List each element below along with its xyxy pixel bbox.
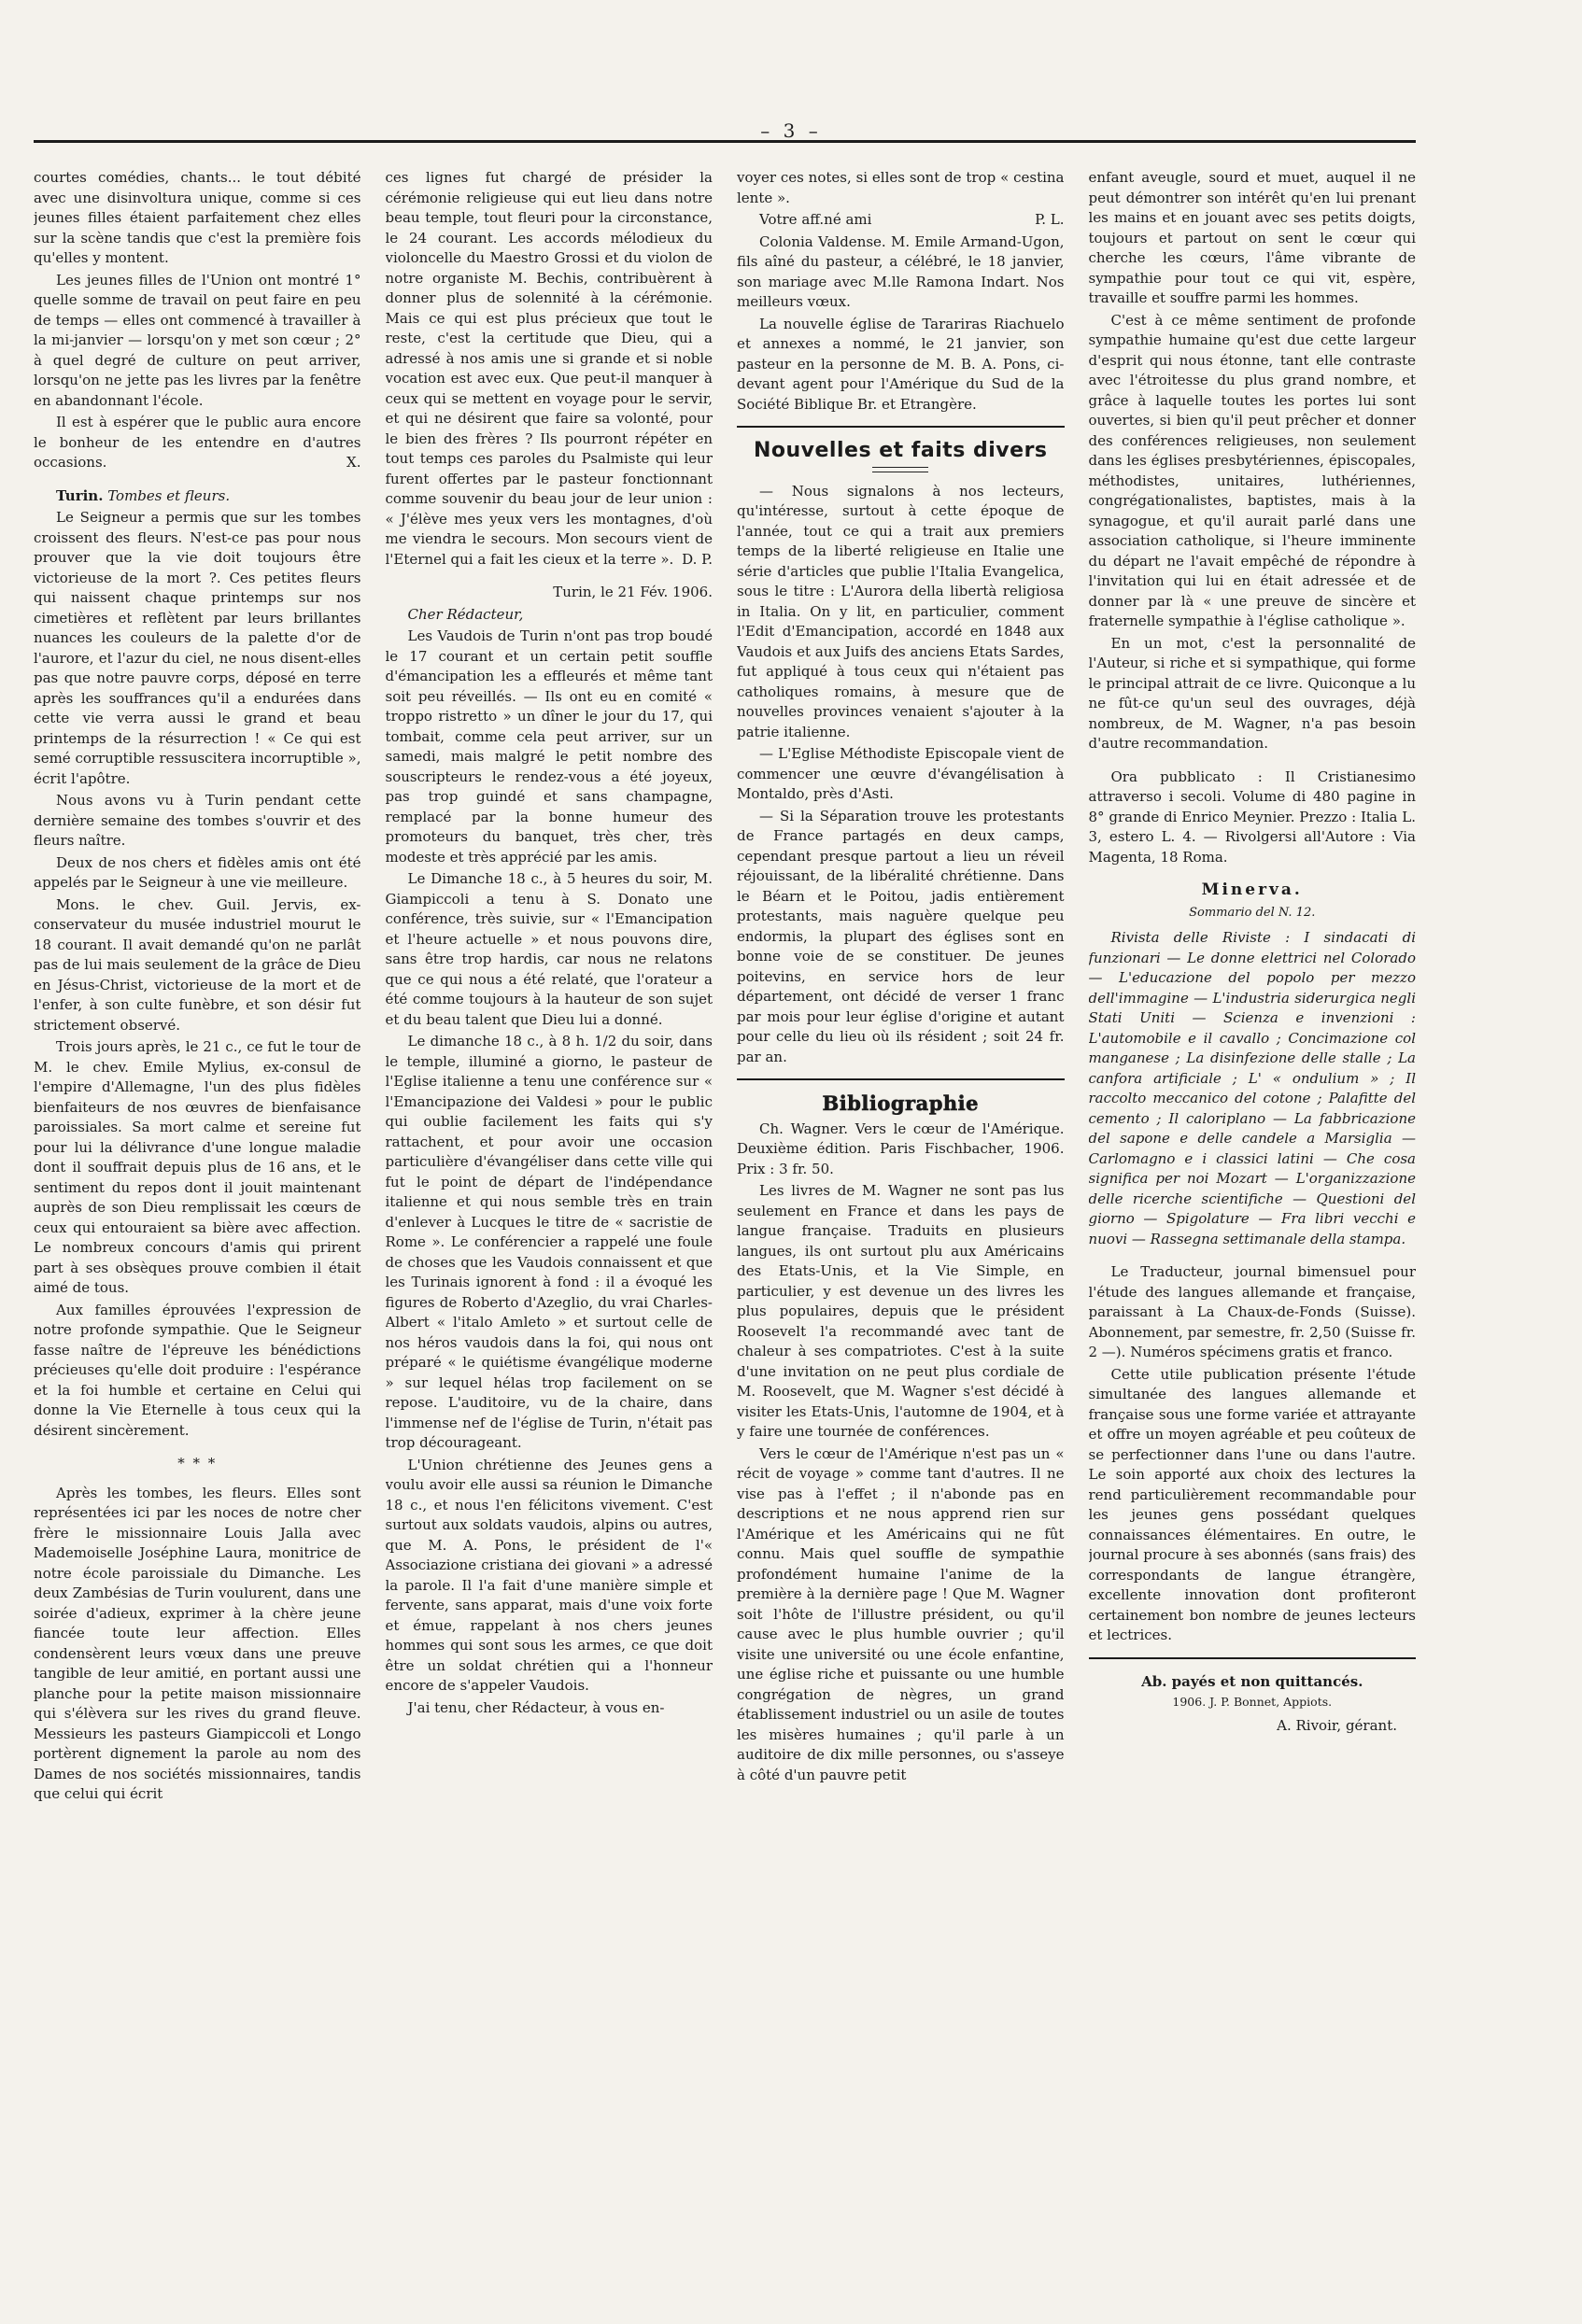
article-paragraph: Les Vaudois de Turin n'ont pas trop boudé le 17 courant et un certain petit souffle d'émancipation les a effleurés et même tant soit peu réveillés. — Ils ont eu en comité « troppo ristretto » un dîner le jour du 17, qui tombait, comme cela peut arriver, sur un samedi, mais malgré le petit nombre des souscripteurs le rendez-vous a été joyeux, pas trop guindé et sans champagne, remplacé par la bonne humeur des promoteurs du banquet, très cher, très modeste et très apprécié par les amis.	[385, 627, 713, 866]
article-paragraph: Colonia Valdense. M. Emile Armand-Ugon, fils aîné du pasteur, a célébré, le 18 janvier, son mariage avec M.lle Ramona Indart. Nos meilleurs vœux.	[737, 232, 1065, 310]
section-title-bibliographie: Bibliographie	[822, 1092, 980, 1115]
section-title-nouvelles: Nouvelles et faits divers	[753, 439, 1048, 462]
printer-line: 1906. J. P. Bonnet, Appiots.	[1172, 1695, 1333, 1709]
article-paragraph: Ch. Wagner. Vers le cœur de l'Amérique. Deuxième édition. Paris Fischbacher, 1906. Prix : 3 fr. 50.	[737, 1120, 1065, 1177]
article-paragraph: Rivista delle Riviste : I sindacati di funzionari — Le donne elettrici nel Colorado — L'educazione del popolo per mezzo dell'immagine — L'industria siderurgica negli Stati Uniti — Scienza e invenzioni : L'automobile e il cavallo ; Concimazione col manganese ; La disinfezione delle stalle ; La canfora artificiale ; L' « ondulium » ; Il raccolto meccanico del cotone ; Palafitte del cemento ; Il caloriplano — La fabbricazione del sapone e delle candele a Marsiglia — Carlomagno e i classici latini — Che cosa significa per noi Mozart — L'organizzazione delle ricerche scientifiche — Questioni del giorno — Spigolature — Fra libri vecchi e nuovi — Rassegna settimanale della stampa.	[1088, 929, 1416, 1247]
article-paragraph: Aux familles éprouvées l'expression de notre profonde sympathie. Que le Seigneur fasse naître de l'épreuve les bénédictions précieuses qu'elle doit produire : l'espérance et la foi humble et certaine en Celui qui donne la Vie Eternelle à tous ceux qui la désirent sincèrement.	[34, 1301, 361, 1439]
article-paragraph: C'est à ce même sentiment de profonde sympathie humaine qu'est due cette largeur d'esprit qui nous étonne, tant elle contraste avec l'étroitesse du plus grand nombre, et grâce à laquelle toutes les portes lui sont ouvertes, si bien qu'il peut prêcher et donner des conférences religieuses, non seulement dans les églises presbytériennes, épiscopales, méthodistes, unitaires, luthériennes, congrégationalistes, baptistes, mais à la synagogue, et qu'il aurait parlé dans une association catholique, si l'heure imminente du départ ne l'avait empêché de répondre à l'invitation qui lui en était adressée et de donner par là « une preuve de sincère et fraternelle sympathie à l'église catholique ».	[1088, 311, 1416, 629]
article-paragraph: Mons. le chev. Guil. Jervis, ex-conservateur du musée industriel mourut le 18 courant. Il avait demandé qu'on ne parlât pas de lui mais seulement de la grâce de Dieu en Jésus-Christ, victorieuse de la mort et de l'enfer, à son culte funèbre, et son désir fut strictement observé.	[34, 895, 361, 1034]
article-paragraph: voyer ces notes, si elles sont de trop « cestina lente ».	[737, 169, 1065, 206]
column-3	[737, 168, 1065, 2194]
article-paragraph: Deux de nos chers et fidèles amis ont été appelés par le Seigneur à une vie meilleure.	[34, 853, 361, 891]
asterism: * * *	[177, 1455, 218, 1472]
header-rule	[34, 140, 1416, 143]
article-paragraph: Nous avons vu à Turin pendant cette dernière semaine des tombes s'ouvrir et des fleurs naître.	[34, 792, 361, 849]
signature: D. P.	[682, 550, 713, 568]
footer-title: Ab. payés et non quittancés.	[1141, 1672, 1363, 1690]
article-paragraph: La nouvelle église de Tarariras Riachuelo et annexes a nommé, le 21 janvier, son pasteur en la personne de M. B. A. Pons, ci-devant agent pour l'Amérique du Sud de la Société Biblique Br. et Etrangère.	[737, 315, 1065, 413]
article-paragraph: J'ai tenu, cher Rédacteur, à vous en-	[407, 1698, 665, 1716]
article-paragraph: Le dimanche 18 c., à 8 h. 1/2 du soir, dans le temple, illuminé a giorno, le pasteur de l'Eglise italienne a tenu une conférence sur « l'Emancipazione dei Valdesi » pour le public qui oublie facilement les faits qui s'y rattachent, et pour avoir une occasion particulière d'évangéliser dans cette ville qui fut le point de départ de l'indépendance italienne et qui nous semble très en train d'enlever à Lucques le titre de « sacristie de Rome ». Le conférencier a rappelé une foule de choses que les Vaudois connaissent et que les Turinais ignorent à fond : il a évoqué les figures de Roberto d'Azeglio, du vrai Charles-Albert « l'italo Amleto » et surtout celle de nos héros vaudois dans la foi, qui nous ont préparé « le quiétisme évangélique moderne » sur lequel hélas trop facilement on se repose. L'auditoire, vu de la chaire, dans l'immense nef de l'église de Turin, n'était pas trop décourageant.	[385, 1033, 713, 1451]
article-paragraph: L'Union chrétienne des Jeunes gens a voulu avoir elle aussi sa réunion le Dimanche 18 c., et nous l'en félicitons vivement. C'est surtout aux soldats vaudois, alpins ou autres, que M. A. Pons, le président de l'« Associazione cristiana dei giovani » a adressé la parole. Il l'a fait d'une manière simple et fervente, sans apparat, mais d'une voix forte et émue, rappelant à nos chers jeunes hommes qui sont sous les armes, ce que doit être un soldat chrétien qui a l'honneur encore de s'appeler Vaudois.	[385, 1456, 713, 1694]
ornament-divider	[872, 467, 928, 472]
signature: X.	[346, 454, 361, 471]
column-2	[386, 168, 713, 2194]
article-paragraph: — L'Eglise Méthodiste Episcopale vient de commencer une œuvre d'évangélisation à Montaldo, près d'Asti.	[737, 745, 1065, 802]
article-paragraph: Cette utile publication présente l'étude simultanée des langues allemande et française sous une forme variée et attrayante et offre un moyen agréable et peu coûteux de se perfectionner dans l'une ou dans l'autre. Le soin apporté aux choix des lectures la rend particulièrement recommandable pour les jeunes gens possédant quelques connaissances élémentaires. En outre, le journal procure à ses abonnés (sans frais) des correspondants de langue étrangère, excellente innovation dont profiteront certainement bon nombre de jeunes lecteurs et lectrices.	[1088, 1365, 1416, 1643]
dateline: Turin, le 21 Fév. 1906.	[553, 584, 713, 600]
salutation: Cher Rédacteur,	[407, 605, 524, 623]
footer-notice	[1089, 1672, 1417, 1712]
article-paragraph: Les jeunes filles de l'Union ont montré 1° quelle somme de travail on peut faire en peu de temps — elles ont commencé à travailler à la mi-janvier — lorsqu'on y met son cœur ; 2° à quel degré de culture on peut arriver, lorsqu'on ne jette pas les livres par la fenêtre en abandonnant l'école.	[34, 271, 361, 409]
article-paragraph: — Si la Séparation trouve les protestants de France partagés en deux camps, cependant presque partout a lieu un réveil réjouissant, de la libéralité chrétienne. Dans le Béarn et le Poitou, jadis entièrement protestants, mais naguère quelque peu endormis, la plupart des églises sont en bonne voie de se constituer. De jeunes poitevins, en service hors de leur département, ont décidé de verser 1 franc par mois pour leur église d'origine et autant pour celle du lieu où ils résident ; soit 24 fr. par an.	[737, 807, 1065, 1065]
column-4	[1089, 168, 1417, 2194]
article-paragraph: Ora pubblicato : Il Cristianesimo attraverso i secoli. Volume di 480 pagine in 8° grande di Enrico Meynier. Prezzo : Italia L. 3, estero L. 4. — Rivolgersi all'Autore : Via Magenta, 18 Roma.	[1088, 768, 1416, 866]
newspaper-columns	[34, 168, 1416, 2194]
article-subtitle: Tombes et fleurs.	[107, 486, 231, 504]
letter-closing: Votre aff.né ami P. L.	[737, 210, 1065, 231]
article-paragraph: enfant aveugle, sourd et muet, auquel il ne peut démontrer son intérêt qu'en lui prenant les mains et en jouant avec ses petits doigts, toujours et partout on sent le cœur qui cherche les cœurs, l'âme vibrante de sympathie pour tout ce qui vit, espère, travaille et souffre parmi les hommes.	[1088, 169, 1416, 306]
article-paragraph: ces lignes fut chargé de présider la cérémonie religieuse qui eut lieu dans notre beau temple, tout fleuri pour la circonstance, le 24 courant. Les accords mélodieux du violoncelle du Maestro Grossi et du violon de notre organiste M. Bechis, contribuèrent à donner plus de solennité à la cérémonie. Mais ce qui est plus précieux que tout le reste, c'est la certitude que Dieu, qui a adressé à nos amis une si grande et si noble vocation est avec eux. Que peut-il manquer à ceux qui se mettent en voyage pour le servir, et qui ne désirent que faire sa volonté, pour le bien des frères ? Ils pourront répéter en tout temps ces paroles du Psalmiste qui leur furent offertes par le pasteur fonctionnant comme souvenir du beau jour de leur union : « J'élève mes yeux vers les montagnes, d'où me viendra le secours. Mon secours vient de l'Eternel qui a fait les cieux et la terre ». D. P.	[386, 168, 713, 570]
section-rule	[737, 1078, 1065, 1080]
article-heading	[34, 486, 361, 507]
article-paragraph: Le Seigneur a permis que sur les tombes croissent des fleurs. N'est-ce pas pour nous prouver que la vie doit toujours être victorieuse de la mort ?. Ces petites fleurs qui naissent chaque printemps sur nos cimetières et reflètent par leurs brillantes nuances les couleurs de la palette d'or de l'aurore, et l'azur du ciel, ne nous disent-elles pas que notre pauvre corps, déposé en terre après les souffrances qu'il a endurées dans cette vie verra aussi le grand et beau printemps de la résurrection ! « Ce qui est semé corruptible ressuscitera incorruptible », écrit l'apôtre.	[34, 509, 361, 787]
article-paragraph: Trois jours après, le 21 c., ce fut le tour de M. le chev. Emile Mylius, ex-consul de l'empire d'Allemagne, l'un des plus fidèles bienfaiteurs de nos œuvres de bienfaisance paroissiales. Sa mort calme et sereine fut pour lui la délivrance d'une longue maladie dont il souffrait depuis plus de 16 ans, et le sentiment du repos dont il jouit maintenant auprès de son Dieu remplissait les cœurs de ceux qui entouraient sa bière avec affection. Le nombreux concours d'amis qui prirent part à ses obsèques prouve combien il était aimé de tous.	[34, 1038, 361, 1296]
article-paragraph: Les livres de M. Wagner ne sont pas lus seulement en France et dans les pays de langue française. Traduits en plusieurs langues, ils ont surtout plu aux Américains des Etats-Unis, et la Vie Simple, en particulier, y est devenue un des livres les plus populaires, depuis que le président Roosevelt l'a recommandé avec tant de chaleur à ses compatriotes. C'est à la suite d'une invitation on ne peut plus cordiale de M. Roosevelt, que M. Wagner s'est décidé à visiter les Etats-Unis, l'automne de 1904, et à y faire une tournée de conférences.	[737, 1182, 1065, 1440]
minerva-subtitle: Sommario del N. 12.	[1189, 905, 1316, 920]
article-paragraph: courtes comédies, chants... le tout débité avec une disinvoltura unique, comme si ces jeunes filles étaient parfaitement chez elles sur la scène tandis que c'est la première fois qu'elles y montent.	[34, 169, 361, 266]
signature: P. L.	[1035, 211, 1065, 228]
section-rule	[737, 426, 1065, 428]
article-paragraph: Après les tombes, les fleurs. Elles sont représentées ici par les noces de notre cher frère le missionnaire Louis Jalla avec Mademoiselle Joséphine Laura, monitrice de notre école paroissiale du Dimanche. Les deux Zambésias de Turin voulurent, dans une soirée d'adieux, exprimer à la chère jeune fiancée toute leur affection. Elles condensèrent leurs vœux dans une preuve tangible de leur amitié, en portant aussi une planche pour la petite maison missionnaire qui s'élèvera sur les rives du grand fleuve. Messieurs les pasteurs Giampiccoli et Longo portèrent dignement la parole au nom des Dames de nos sociétés missionnaires, tandis que celui qui écrit	[34, 1484, 361, 1802]
column-1	[34, 168, 361, 2194]
editor-signature: A. Rivoir, gérant.	[1277, 1716, 1397, 1734]
page-number: – 3 –	[760, 120, 822, 142]
place-heading: Turin.	[56, 486, 104, 504]
minerva-title: Minerva.	[1201, 880, 1303, 899]
article-paragraph: Vers le cœur de l'Amérique n'est pas un « récit de voyage » comme tant d'autres. Il ne vise pas à l'effet ; il n'abonde pas en descriptions et ne nous apprend rien sur l'Amérique et les Américains qui ne fût connu. Mais quel souffle de sympathie profondément humaine l'anime de la première à la dernière page ! Que M. Wagner soit l'hôte de l'illustre président, ou qu'il cause avec le plus humble ouvrier ; qu'il visite une université ou une école enfantine, une église riche et puissante ou une humble congrégation de nègres, un grand établissement industriel ou un asile de toutes les misères humaines ; qu'il parle à un auditoire de dix mille personnes, ou s'asseye à côté d'un pauvre petit	[737, 1444, 1065, 1783]
article-paragraph: En un mot, c'est la personnalité de l'Auteur, si riche et si sympathique, qui forme le principal attrait de ce livre. Quiconque a lu ne fût-ce qu'un seul des ouvrages, déjà nombreux, de M. Wagner, n'a pas besoin d'autre recommandation.	[1088, 634, 1416, 752]
article-paragraph: — Nous signalons à nos lecteurs, qu'intéresse, surtout à cette époque de l'année, tout ce qui a trait aux premiers temps de la liberté religieuse en Italie une série d'articles que publie l'Italia Evangelica, sous le titre : L'Aurora della libertà religiosa in Italia. On y lit, en particulier, comment l'Edit d'Emancipation, accordé en 1848 aux Vaudois et aux Juifs des anciens Etats Sardes, fut appliqué à tous ceux qui n'étaient pas catholiques romains, à mesure que de nouvelles provinces venaient s'ajouter à la patrie italienne.	[737, 482, 1065, 740]
article-paragraph: Il est à espérer que le public aura encore le bonheur de les entendre en d'autres occasions. X.	[34, 413, 361, 473]
section-rule	[1089, 1657, 1417, 1659]
article-paragraph: Le Dimanche 18 c., à 5 heures du soir, M. Giampiccoli a tenu à S. Donato une conférence, très suivie, sur « l'Emancipation et l'heure actuelle » et nous pouvons dire, sans être trop hardis, car nous ne relatons que ce qui nous a été relaté, que l'orateur a été comme toujours à la hauteur de son sujet et du beau talent que Dieu lui a donné.	[385, 870, 713, 1028]
article-paragraph: Le Traducteur, journal bimensuel pour l'étude des langues allemande et française, paraissant à La Chaux-de-Fonds (Suisse). Abonnement, par semestre, fr. 2,50 (Suisse fr. 2 —). Numéros spécimens gratis et franco.	[1088, 1263, 1416, 1360]
